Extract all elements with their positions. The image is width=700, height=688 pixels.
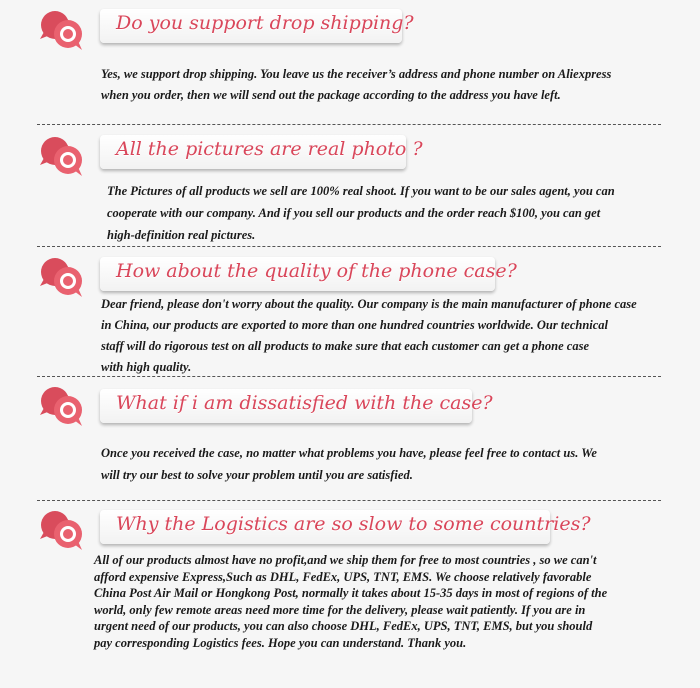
speech-bubbles-icon — [38, 255, 86, 299]
answer-line: The Pictures of all products we sell are 100% real shoot. If you want to be our sales agent, you can — [107, 184, 615, 198]
faq-title: Do you support drop shipping? — [116, 12, 414, 34]
answer-line: Yes, we support drop shipping. You leave us the receiver’s address and phone number on Aliexpress — [101, 67, 612, 81]
answer-line: afford expensive Express,Such as DHL, FedEx, UPS, TNT, EMS. We choose relatively favorable — [94, 569, 592, 584]
answer-line: with high quality. — [101, 360, 192, 374]
faq-title-banner — [100, 135, 423, 169]
faq-answer — [101, 294, 637, 378]
dashed-divider — [37, 500, 661, 501]
speech-bubbles-icon — [38, 8, 86, 52]
answer-line: All of our products almost have no profit,and we ship them for free to most countries , so we can't — [94, 553, 597, 567]
faq-title-banner — [100, 389, 493, 423]
dashed-divider — [37, 246, 661, 247]
speech-bubbles-icon — [38, 508, 86, 552]
faq-title: Why the Logistics are so slow to some countries? — [116, 513, 591, 535]
answer-line: urgent need of our products, you can also choose DHL, FedEx, UPS, TNT, EMS, but you should — [94, 619, 593, 633]
faq-title-banner — [100, 510, 591, 544]
answer-line: in China, our products are exported to more than one hundred countries worldwide. Our technical — [101, 318, 609, 332]
answer-line: world, only few remote areas need more time for the delivery, please wait patiently. If you are in — [94, 602, 586, 617]
answer-line: cooperate with our company. And if you sell our products and the order reach $100, you can get — [107, 206, 601, 220]
answer-line: Dear friend, please don't worry about the quality. Our company is the main manufacturer of phone case — [101, 297, 637, 311]
answer-line: high-definition real pictures. — [107, 228, 256, 242]
faq-title: All the pictures are real photo ? — [116, 138, 423, 160]
dashed-divider — [37, 124, 661, 125]
answer-line: staff will do rigorous test on all products to make sure that each customer can get a phone case — [101, 339, 589, 353]
dashed-divider — [37, 376, 661, 377]
faq-answer — [94, 552, 607, 651]
faq-answer — [101, 442, 597, 486]
faq-answer — [101, 64, 611, 106]
answer-line: pay corresponding Logistics fees. Hope you can understand. Thank you. — [94, 635, 467, 650]
answer-line: will try our best to solve your problem until you are satisfied. — [101, 468, 413, 482]
faq-title-banner — [100, 9, 414, 43]
faq-title: How about the quality of the phone case? — [116, 260, 517, 282]
answer-line: China Post Air Mail or Hongkong Post, normally it takes about 15-35 days in most of regions of the — [94, 586, 608, 600]
answer-line: Once you received the case, no matter what problems you have, please feel free to contact us. We — [101, 446, 597, 460]
answer-line: when you order, then we will send out the package according to the address you have left. — [101, 88, 561, 102]
faq-answer — [107, 180, 615, 246]
faq-title: What if i am dissatisfied with the case? — [116, 392, 493, 414]
speech-bubbles-icon — [38, 134, 86, 178]
faq-title-banner — [100, 257, 517, 291]
speech-bubbles-icon — [38, 384, 86, 428]
